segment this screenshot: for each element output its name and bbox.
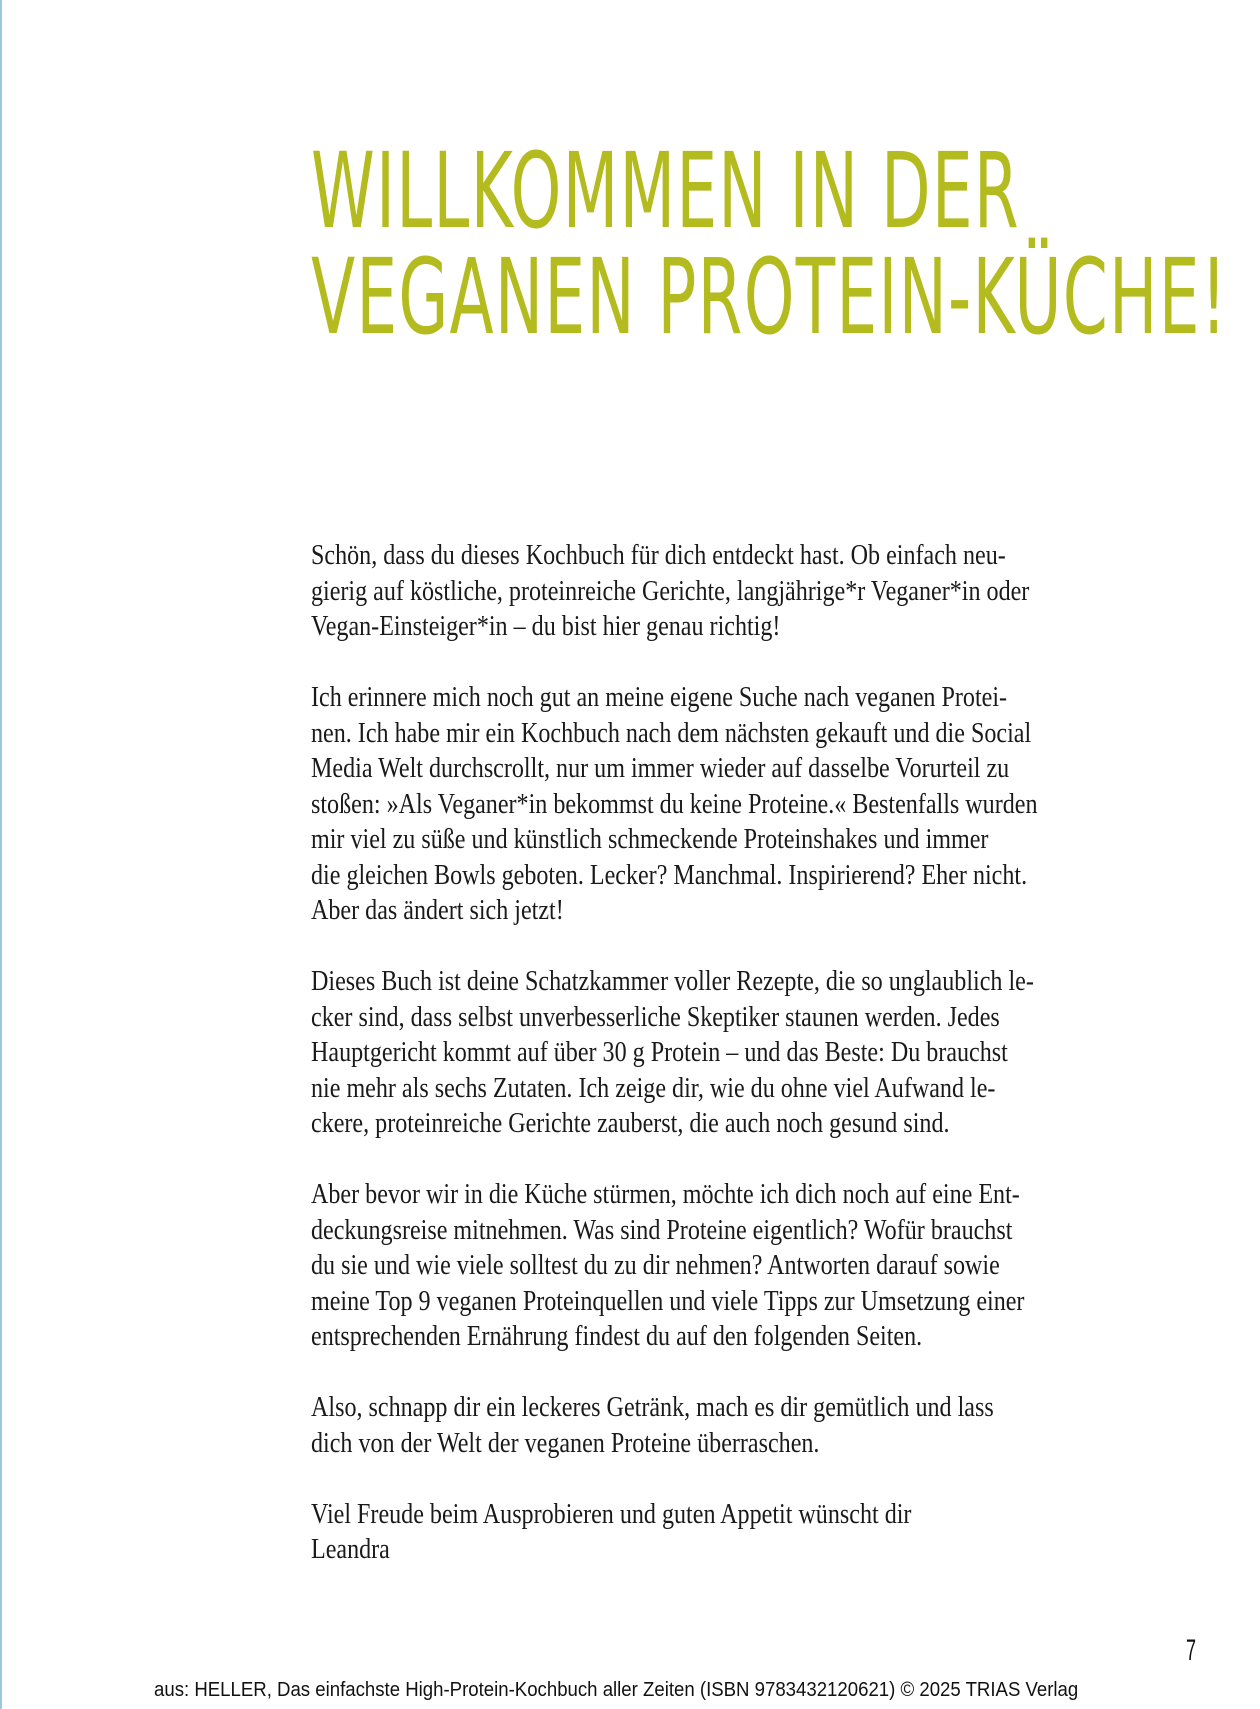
text-line: nen. Ich habe mir ein Kochbuch nach dem nächsten gekauft und die Social bbox=[311, 717, 1032, 749]
text-line: dich von der Welt der veganen Proteine überraschen. bbox=[311, 1427, 820, 1459]
text-line: Media Welt durchscrollt, nur um immer wieder auf dasselbe Vorurteil zu bbox=[311, 753, 1010, 784]
text-line: du sie und wie viele solltest du zu dir nehmen? Antworten darauf sowie bbox=[311, 1250, 1000, 1281]
page-edge-line bbox=[0, 0, 2, 1709]
text-line: cker sind, dass selbst unverbesserliche Skeptiker staunen werden. Jedes bbox=[311, 1001, 1000, 1033]
text-line: Schön, dass du dieses Kochbuch für dich entdeckt hast. Ob einfach neu- bbox=[311, 540, 1006, 571]
paragraph-book bbox=[311, 964, 1260, 1142]
signature: Leandra bbox=[311, 1534, 390, 1565]
source-footer: aus: HELLER, Das einfachste High-Protein-Kochbuch aller Zeiten (ISBN 9783432120621) © 2025 TRIAS Verlag bbox=[154, 1679, 1079, 1701]
text-line: Also, schnapp dir ein leckeres Getränk, mach es dir gemütlich und lass bbox=[311, 1392, 994, 1423]
text-line: mir viel zu süße und künstlich schmeckende Proteinshakes und immer bbox=[311, 824, 989, 855]
text-line: Ich erinnere mich noch gut an meine eigene Suche nach veganen Protei- bbox=[311, 682, 1008, 713]
paragraph-intro bbox=[311, 538, 1260, 645]
text-line: ckere, proteinreiche Gerichte zauberst, die auch noch gesund sind. bbox=[311, 1108, 950, 1139]
text-line: Aber bevor wir in die Küche stürmen, möchte ich dich noch auf eine Ent- bbox=[311, 1179, 1020, 1210]
paragraph-signoff bbox=[311, 1497, 1260, 1568]
body-text bbox=[311, 538, 1260, 1568]
text-line: die gleichen Bowls geboten. Lecker? Manchmal. Inspirierend? Eher nicht. bbox=[311, 859, 1028, 891]
text-line: deckungsreise mitnehmen. Was sind Proteine eigentlich? Wofür brauchst bbox=[311, 1214, 1013, 1246]
text-line: Vegan-Einsteiger*in – du bist hier genau richtig! bbox=[311, 611, 781, 642]
text-line: meine Top 9 veganen Proteinquellen und viele Tipps zur Umsetzung einer bbox=[311, 1285, 1025, 1317]
text-line: Dieses Buch ist deine Schatzkammer voller Rezepte, die so unglaublich le- bbox=[311, 966, 1034, 997]
text-line: nie mehr als sechs Zutaten. Ich zeige dir, wie du ohne viel Aufwand le- bbox=[311, 1072, 996, 1104]
page-number: 7 bbox=[1186, 1634, 1197, 1667]
paragraph-invitation bbox=[311, 1390, 1260, 1461]
text-line: Aber das ändert sich jetzt! bbox=[311, 895, 564, 926]
paragraph-discovery bbox=[311, 1177, 1260, 1355]
title-line: WILLKOMMEN IN DER bbox=[311, 130, 1020, 252]
paragraph-memory bbox=[311, 680, 1260, 929]
text-line: Viel Freude beim Ausprobieren und guten Appetit wünscht dir bbox=[311, 1498, 912, 1530]
text-line: entsprechenden Ernährung findest du auf den folgenden Seiten. bbox=[311, 1321, 923, 1352]
text-line: Hauptgericht kommt auf über 30 g Protein – und das Beste: Du brauchst bbox=[311, 1037, 1008, 1068]
text-line: stoßen: »Als Veganer*in bekommst du keine Proteine.« Bestenfalls wurden bbox=[311, 788, 1038, 820]
title-line: VEGANEN PROTEIN-KÜCHE! bbox=[311, 236, 1228, 358]
page-title bbox=[311, 130, 1228, 358]
text-line: gierig auf köstliche, proteinreiche Gerichte, langjährige*r Veganer*in oder bbox=[311, 575, 1030, 607]
